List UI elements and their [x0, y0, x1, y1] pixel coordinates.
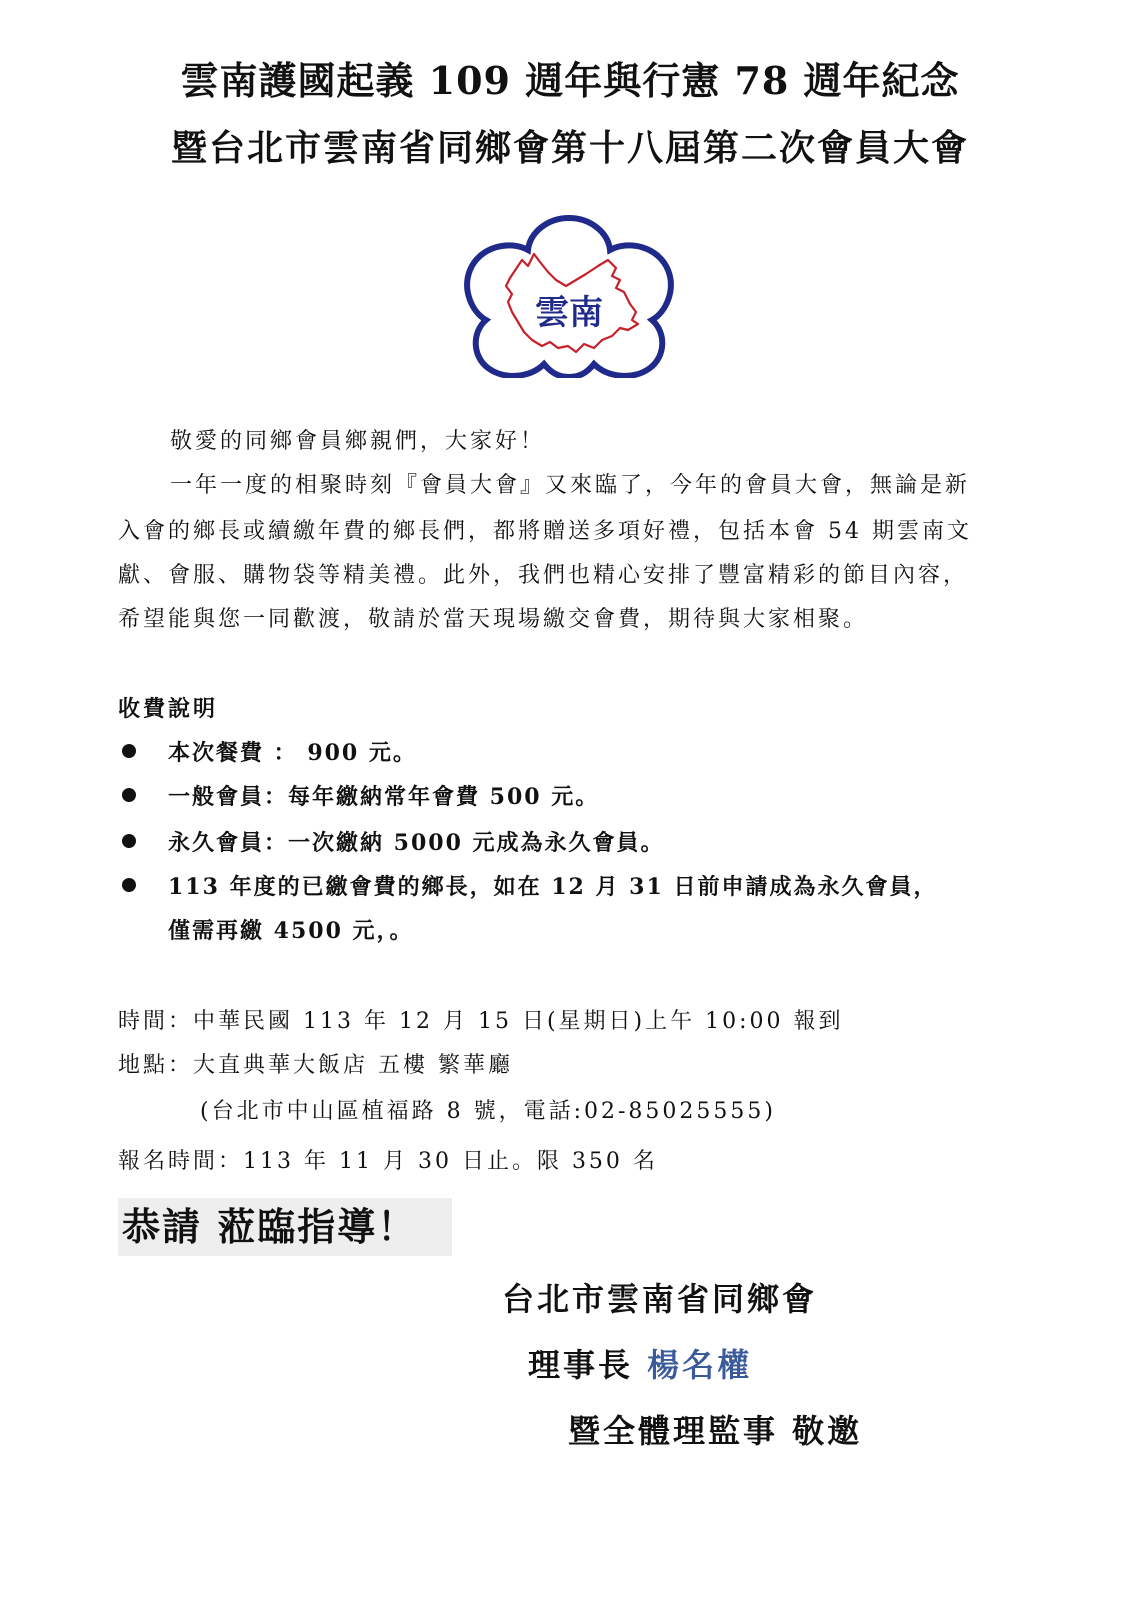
bullet-icon	[122, 788, 136, 802]
signature-board: 暨全體理監事 敬邀	[568, 1412, 863, 1450]
fee-item-text: 113 年度的已繳會費的鄉長，如在 12 月 31 日前申請成為永久會員，	[168, 874, 938, 900]
fee-item-text: 僅需再繳 4500 元，。	[168, 918, 414, 944]
body-line-2: 入會的鄉長或續繳年費的鄉長們，都將贈送多項好禮，包括本會 54 期雲南文	[118, 519, 972, 544]
fee-item-text: 一般會員：每年繳納常年會費 500 元。	[168, 784, 600, 810]
closing-invitation: 恭請 蒞臨指導！	[118, 1198, 452, 1256]
logo-text: 雲南	[535, 293, 603, 333]
bullet-icon	[122, 878, 136, 892]
greeting: 敬愛的同鄉會員鄉親們，大家好！	[170, 429, 546, 454]
chairman-name: 楊名權	[647, 1346, 753, 1384]
event-place: 地點：大直典華大飯店 五樓 繁華廳	[118, 1053, 513, 1078]
signature-org: 台北市雲南省同鄉會	[502, 1280, 818, 1318]
title-line-2: 暨台北市雲南省同鄉會第十八屆第二次會員大會	[170, 127, 969, 169]
event-time: 時間：中華民國 113 年 12 月 15 日(星期日)上午 10:00 報到	[118, 1009, 844, 1034]
fee-item-text: 本次餐費 ： 900 元。	[168, 740, 417, 766]
body-line-4: 希望能與您一同歡渡，敬請於當天現場繳交會費，期待與大家相聚。	[118, 607, 869, 632]
chairman-title: 理事長	[528, 1346, 634, 1384]
bullet-icon	[122, 744, 136, 758]
signature-chairman	[528, 1340, 752, 1386]
registration-deadline: 報名時間：113 年 11 月 30 日止。限 350 名	[118, 1149, 658, 1174]
bullet-icon	[122, 834, 136, 848]
yunnan-association-logo	[462, 214, 676, 378]
title-line-1: 雲南護國起義 109 週年與行憲 78 週年紀念	[180, 58, 960, 103]
body-line-3: 獻、會服、購物袋等精美禮。此外，我們也精心安排了豐富精彩的節目內容，	[118, 563, 969, 588]
fee-item-text: 永久會員：一次繳納 5000 元成為永久會員。	[168, 830, 665, 856]
event-address: (台北市中山區植福路 8 號，電話:02-85025555)	[200, 1099, 776, 1124]
fees-heading: 收費說明	[118, 696, 219, 722]
body-line-1: 一年一度的相聚時刻『會員大會』又來臨了，今年的會員大會，無論是新	[170, 473, 971, 498]
